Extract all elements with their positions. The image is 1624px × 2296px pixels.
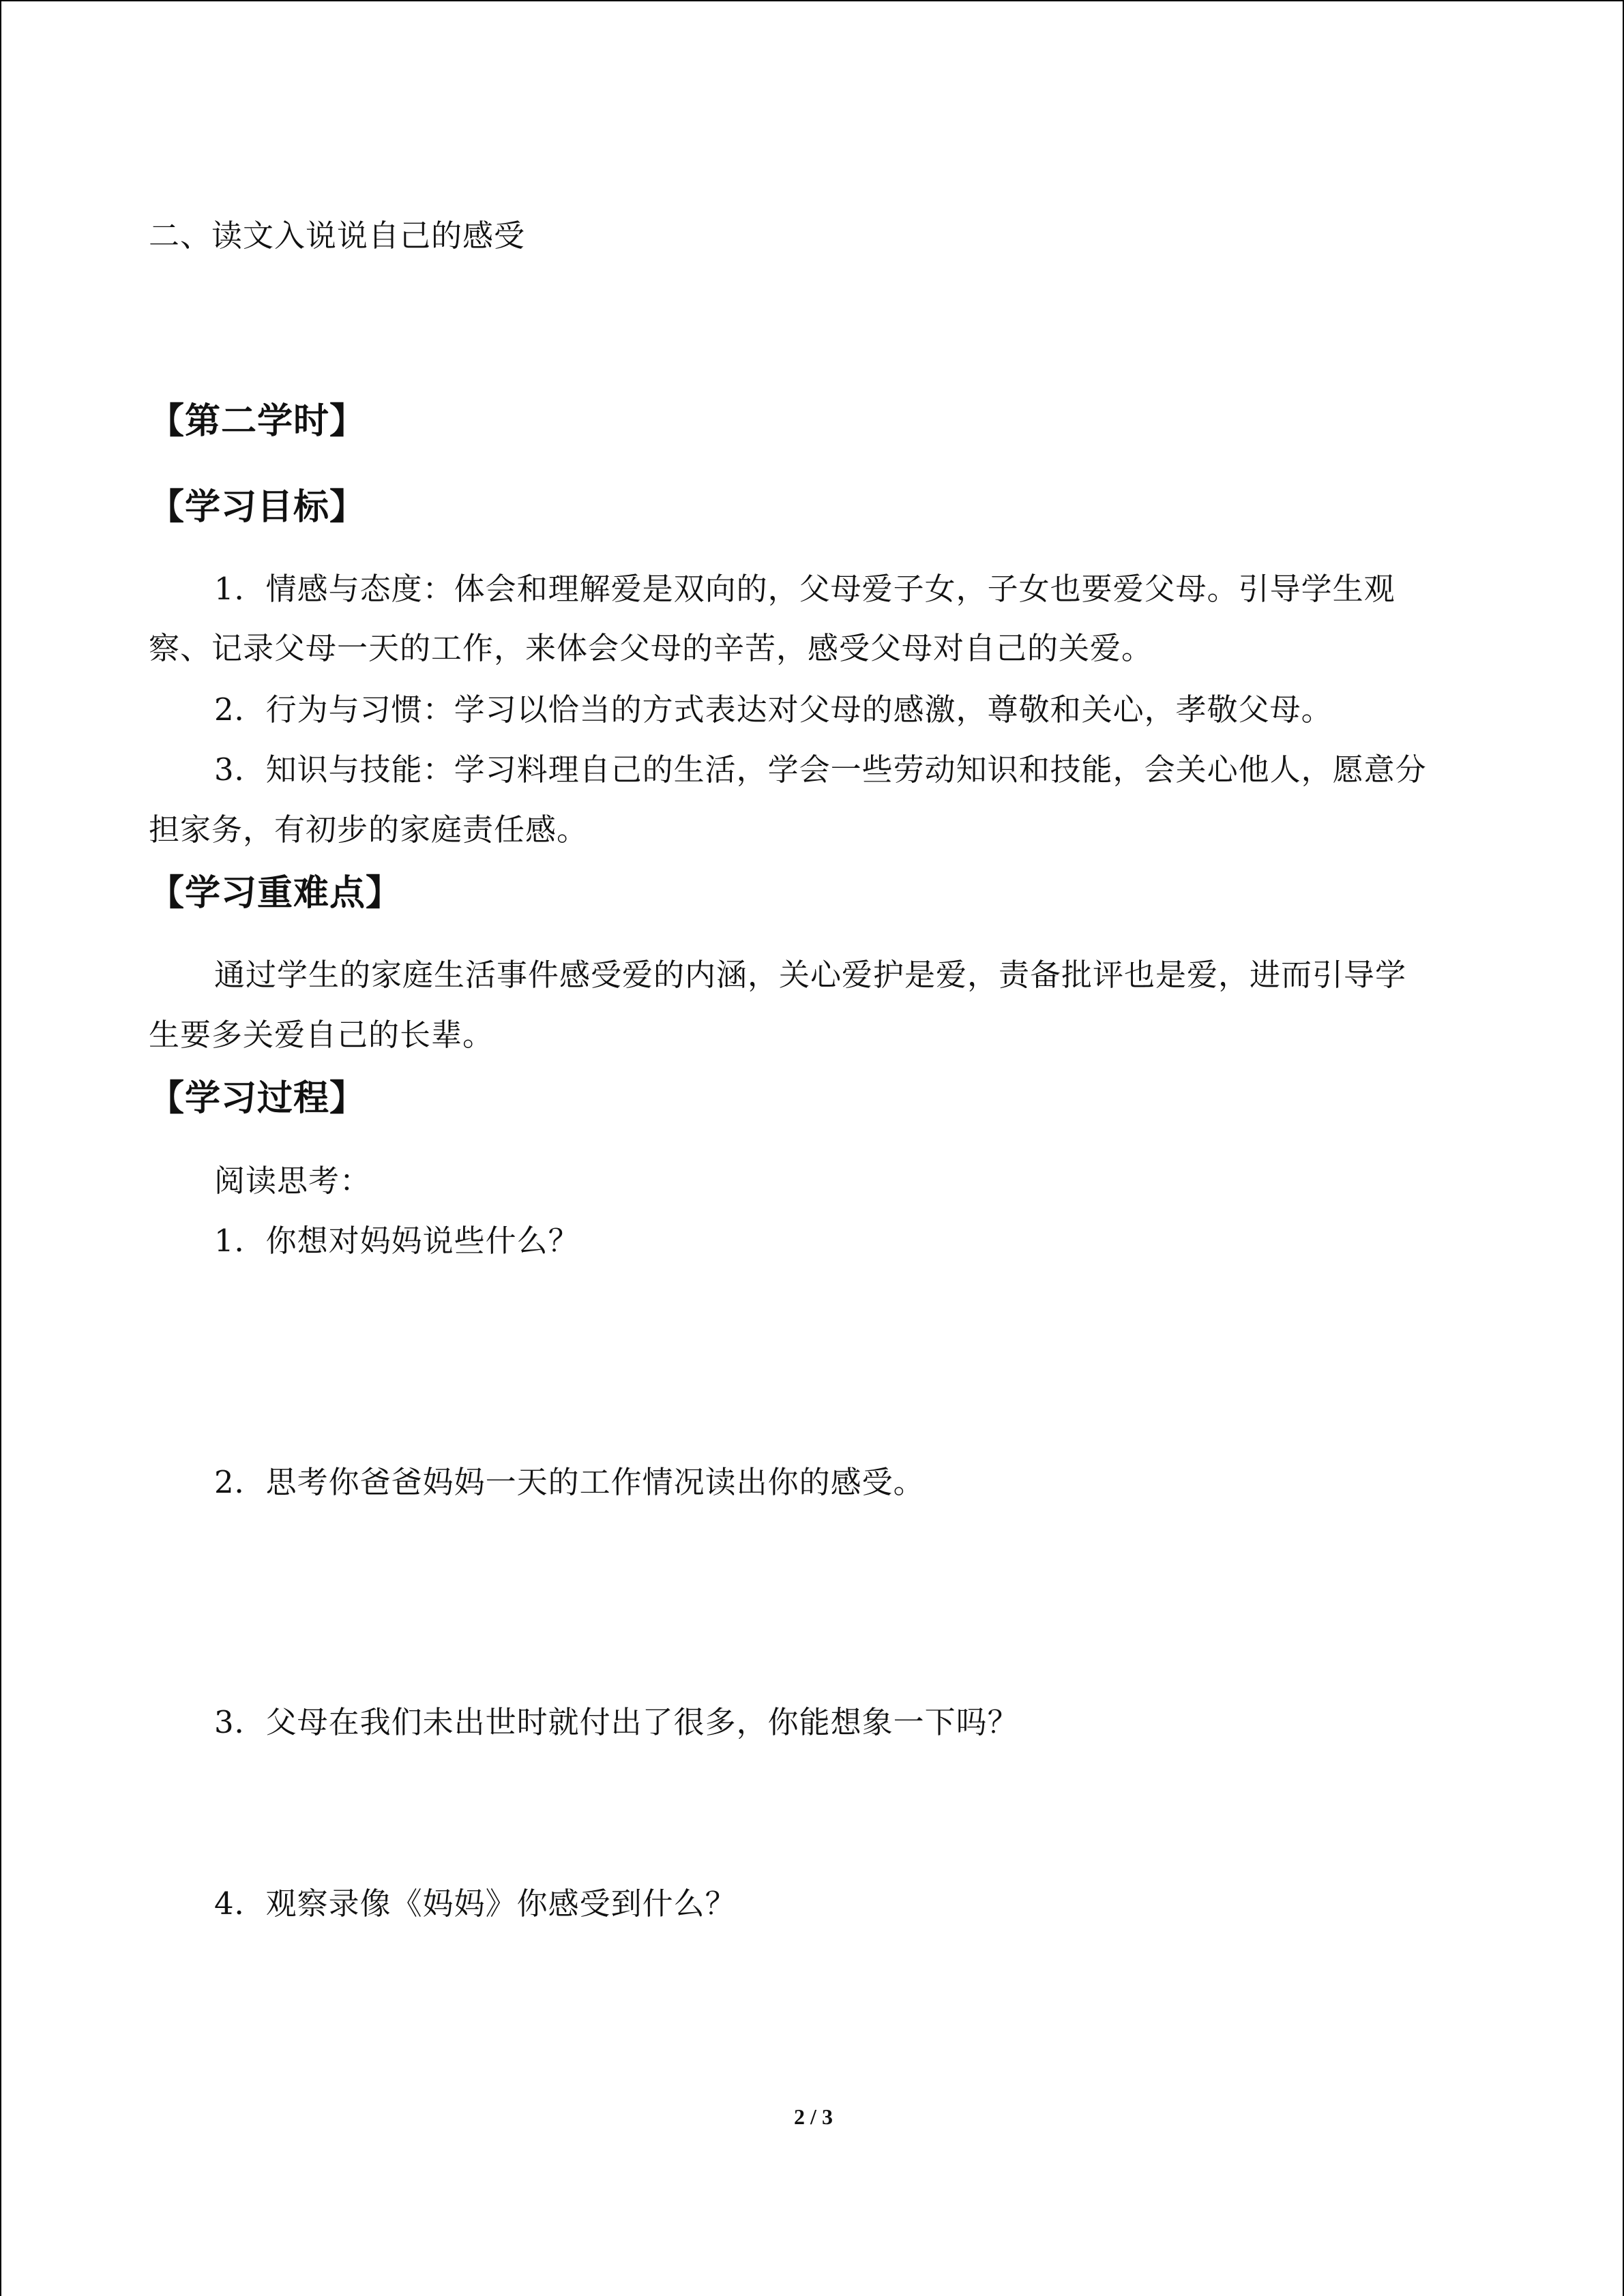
lesson-heading: 【第二学时】 (149, 401, 366, 442)
process-intro: 阅读思考： (214, 1163, 372, 1199)
section-intro: 二、读文入说说自己的感受 (149, 218, 526, 254)
objective-item-3-line-1: 3．知识与技能：学习料理自己的生活，学会一些劳动知识和技能，会关心他人，愿意分 (214, 751, 1427, 788)
question-3: 3．父母在我们未出世时就付出了很多，你能想象一下吗？ (214, 1704, 1019, 1740)
objective-item-3-line-2: 担家务，有初步的家庭责任感。 (149, 811, 589, 848)
page-number: 2 / 3 (794, 2104, 833, 2129)
objectives-heading: 【学习目标】 (149, 487, 366, 528)
key-points-line-1: 通过学生的家庭生活事件感受爱的内涵，关心爱护是爱，责备批评也是爱，进而引导学 (214, 957, 1407, 993)
question-1: 1．你想对妈妈说些什么？ (214, 1223, 580, 1259)
question-2: 2．思考你爸爸妈妈一天的工作情况读出你的感受。 (214, 1464, 925, 1500)
objective-item-1-line-1: 1．情感与态度：体会和理解爱是双向的，父母爱子女，子女也要爱父母。引导学生观 (214, 571, 1396, 607)
key-points-line-2: 生要多关爱自己的长辈。 (149, 1017, 494, 1053)
objective-item-1-line-2: 察、记录父母一天的工作，来体会父母的辛苦，感受父母对自己的关爱。 (149, 630, 1153, 666)
question-4: 4．观察录像《妈妈》你感受到什么？ (214, 1885, 737, 1922)
objective-item-2: 2．行为与习惯：学习以恰当的方式表达对父母的感激，尊敬和关心，孝敬父母。 (214, 691, 1333, 728)
key-points-heading: 【学习重难点】 (149, 873, 402, 914)
process-heading: 【学习过程】 (149, 1078, 366, 1119)
